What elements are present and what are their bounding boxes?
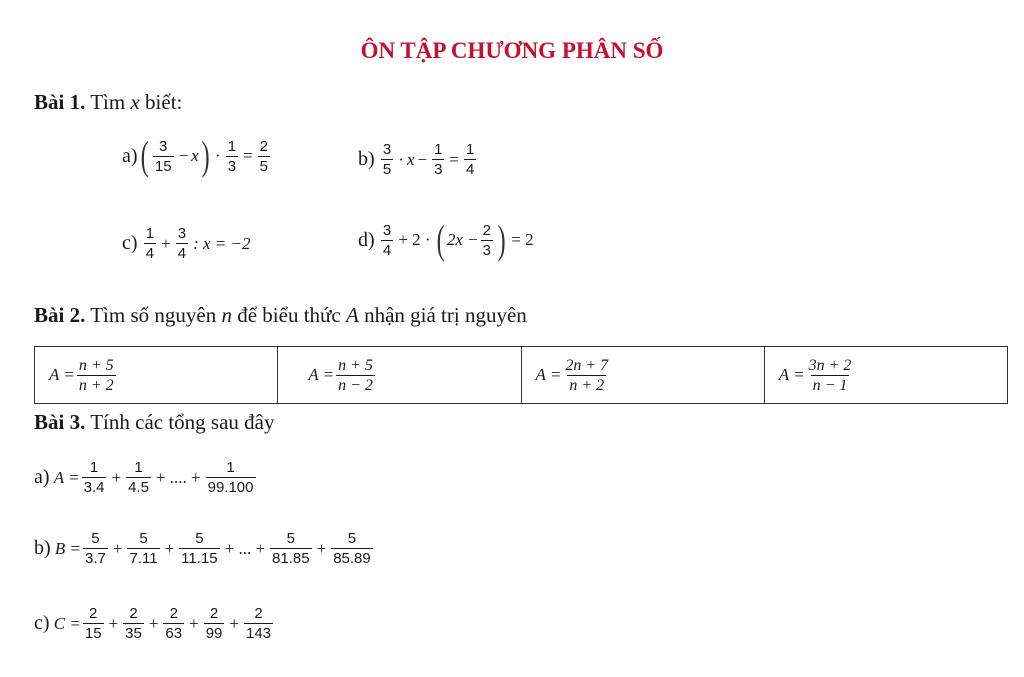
fraction	[83, 529, 108, 568]
denominator: 63	[165, 625, 183, 642]
table-row	[35, 347, 1008, 404]
numerator: 3n + 2	[808, 356, 852, 374]
operator: + 2 ·	[398, 230, 431, 249]
fraction	[432, 140, 444, 179]
fraction	[163, 604, 184, 643]
left-paren: (	[436, 217, 445, 262]
left-paren: (	[140, 133, 149, 178]
numerator: n + 5	[78, 356, 114, 374]
denominator: 3.4	[83, 479, 105, 496]
operator: +	[108, 613, 119, 633]
bai2-table	[34, 346, 1008, 404]
item-label: a)	[34, 466, 50, 488]
item-label: b)	[358, 148, 375, 170]
denominator: 85.89	[333, 550, 371, 567]
bai1-item-a	[122, 133, 272, 178]
numerator: 1	[226, 459, 235, 476]
numerator: 2	[169, 605, 178, 622]
denominator: 7.11	[129, 550, 158, 567]
fraction	[563, 356, 610, 395]
numerator: 2	[129, 605, 138, 622]
denominator: n + 2	[78, 376, 114, 394]
denominator: 143	[245, 625, 272, 642]
bai2-var-n: n	[221, 303, 232, 327]
lhs: A =	[778, 365, 805, 384]
numerator: 1	[145, 225, 155, 242]
numerator: 1	[134, 459, 143, 476]
fraction	[82, 458, 107, 497]
lhs: A =	[308, 365, 335, 384]
operator: −	[417, 149, 428, 169]
table-cell	[35, 347, 278, 404]
operator: ·	[215, 146, 221, 165]
fraction	[83, 604, 104, 643]
numerator: 2n + 7	[565, 356, 609, 374]
fraction	[77, 356, 116, 395]
operator: =	[243, 146, 253, 165]
bai3-item-a	[34, 458, 258, 497]
denominator: 3.7	[85, 550, 106, 567]
bai3-label: Bài 3.	[34, 410, 86, 434]
numerator: 2	[89, 605, 98, 622]
denominator: 5	[382, 161, 392, 178]
fraction	[336, 356, 375, 395]
denominator: 4	[382, 241, 392, 259]
operator: ·	[398, 149, 404, 169]
lhs: C =	[53, 613, 81, 633]
fraction	[381, 140, 393, 179]
numerator: 3	[177, 225, 187, 242]
numerator: 5	[139, 530, 148, 547]
bai1-label: Bài 1.	[34, 90, 86, 114]
bai3-text: Tính các tổng sau đây	[90, 410, 275, 434]
item-label: a)	[122, 144, 138, 167]
fraction	[381, 221, 393, 260]
fraction	[244, 604, 273, 643]
page-title: ÔN TẬP CHƯƠNG PHÂN SỐ	[360, 38, 664, 63]
denominator: n − 1	[812, 376, 848, 394]
denominator: 99.100	[207, 479, 254, 496]
fraction	[127, 529, 159, 568]
numerator: 3	[382, 141, 392, 158]
fraction	[153, 137, 174, 176]
operator: −	[178, 146, 189, 165]
denominator: 81.85	[272, 550, 310, 567]
numerator: 2	[259, 137, 268, 155]
denominator: 3	[482, 241, 491, 259]
fraction	[226, 137, 238, 176]
denominator: 4	[466, 161, 475, 178]
bai2-text: nhận giá trị nguyên	[364, 303, 527, 327]
fraction	[206, 458, 256, 497]
operator: +	[112, 538, 123, 558]
bai1-item-b	[358, 140, 478, 179]
item-label: c)	[122, 232, 138, 254]
bai2-label: Bài 2.	[34, 303, 86, 327]
numerator: 2	[254, 605, 263, 622]
bai3-heading	[34, 410, 275, 435]
fraction	[258, 137, 270, 176]
fraction	[126, 458, 151, 497]
denominator: 15	[154, 157, 172, 175]
denominator: 11.15	[181, 550, 218, 567]
operator: = 2	[511, 230, 534, 249]
operator: + ... +	[224, 538, 266, 558]
numerator: 3	[159, 137, 168, 155]
bai3-item-c	[34, 604, 275, 643]
numerator: 1	[434, 141, 443, 158]
lhs: B =	[54, 538, 82, 558]
item-label: b)	[34, 537, 51, 559]
right-paren: )	[201, 133, 210, 178]
operator: +	[111, 467, 122, 487]
fraction	[176, 224, 188, 263]
operator: +	[189, 613, 199, 633]
denominator: 4	[177, 245, 187, 262]
denominator: n − 2	[338, 376, 373, 394]
bai1-heading	[34, 90, 182, 115]
expression-rest: : x = −2	[193, 233, 251, 253]
denominator: 5	[259, 157, 268, 175]
numerator: 1	[89, 459, 99, 476]
bai2-text: Tìm số nguyên	[90, 303, 217, 327]
fraction	[144, 224, 156, 263]
bai2-text: để biểu thức	[237, 303, 341, 327]
operator: +	[164, 538, 175, 558]
bai2-var-a: A	[345, 303, 359, 327]
denominator: 99	[205, 625, 223, 642]
numerator: 5	[91, 530, 100, 547]
fraction	[464, 140, 476, 179]
numerator: 5	[195, 530, 204, 547]
right-paren: )	[497, 217, 506, 262]
fraction	[807, 356, 854, 395]
operator: +	[148, 613, 159, 633]
table-cell	[764, 347, 1007, 404]
numerator: 5	[286, 530, 295, 547]
item-label: d)	[358, 228, 375, 251]
operator: =	[449, 149, 460, 169]
denominator: 3	[227, 157, 237, 175]
fraction	[270, 529, 312, 568]
variable: x	[191, 146, 199, 165]
denominator: 3	[434, 161, 443, 178]
variable: x	[406, 149, 415, 169]
lhs: A =	[49, 365, 75, 384]
table-cell	[521, 347, 764, 404]
bai1-item-d	[358, 217, 537, 262]
numerator: 1	[466, 141, 475, 158]
denominator: n + 2	[569, 376, 605, 394]
bai1-var: x	[130, 90, 140, 114]
fraction	[331, 529, 373, 568]
operator: +	[161, 233, 171, 253]
numerator: 1	[227, 137, 237, 155]
denominator: 4	[145, 245, 155, 262]
bai1-text2: biết:	[145, 90, 183, 114]
numerator: 2	[482, 221, 491, 239]
fraction	[204, 604, 225, 643]
bai2-heading	[34, 303, 527, 328]
table-cell	[278, 347, 521, 404]
item-label: c)	[34, 612, 50, 634]
bai3-item-b	[34, 529, 375, 568]
bai1-text: Tìm	[90, 90, 126, 114]
operator: +	[229, 613, 239, 633]
bai1-item-c	[122, 224, 250, 263]
denominator: 15	[84, 625, 102, 642]
numerator: 2	[209, 605, 219, 622]
operator: +	[316, 538, 327, 558]
operator: + .... +	[155, 467, 201, 487]
lhs: A =	[535, 365, 562, 384]
numerator: n + 5	[338, 356, 373, 374]
inner-expression: 2x −	[446, 230, 479, 249]
denominator: 4.5	[128, 479, 149, 496]
numerator: 5	[347, 530, 357, 547]
lhs: A =	[53, 467, 80, 487]
fraction	[481, 221, 493, 260]
fraction	[123, 604, 144, 643]
denominator: 35	[125, 625, 142, 642]
numerator: 3	[382, 221, 392, 239]
fraction	[179, 529, 219, 568]
